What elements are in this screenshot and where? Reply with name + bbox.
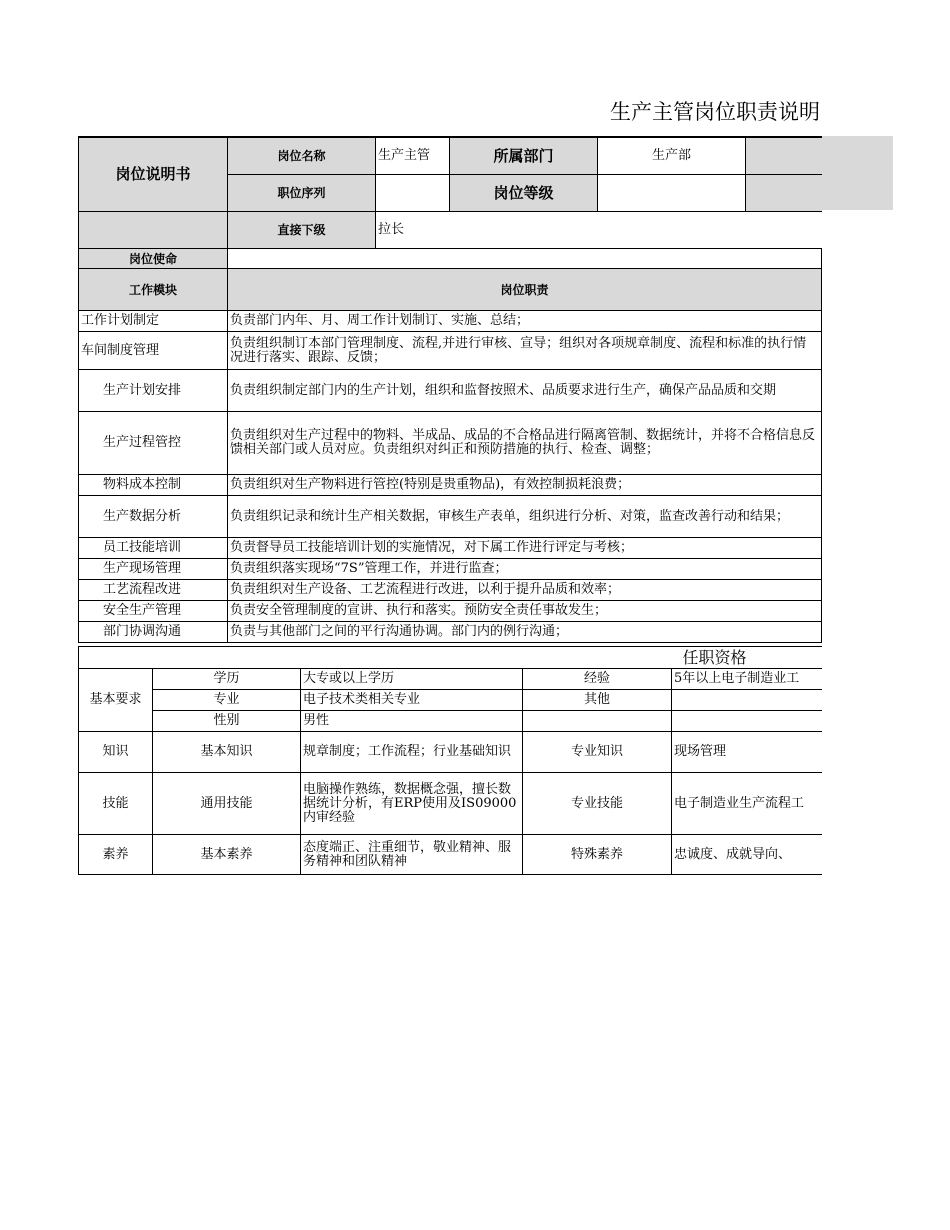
doc-label-extension [79, 211, 228, 248]
duty-text: 负责组织制定部门内的生产计划，组织和监督按照术、品质要求进行生产，确保产品品质和交期 [228, 370, 822, 412]
duty-text: 负责组织落实现场“7S”管理工作，并进行监查； [228, 559, 822, 580]
pro-knowledge-label: 专业知识 [523, 732, 672, 773]
duty-module: 部门协调沟通 [79, 622, 228, 643]
header-table [78, 136, 822, 249]
pro-skill-label: 专业技能 [523, 773, 672, 835]
basic-knowledge-label: 基本知识 [153, 732, 301, 773]
major-label: 专业 [153, 690, 301, 711]
duty-text: 负责组织制订本部门管理制度、流程,并进行审核、宣导；组织对各项规章制度、流程和标准的执行情况进行落实、跟踪、反馈； [228, 332, 822, 370]
duty-module: 安全生产管理 [79, 601, 228, 622]
basic-requirements-label: 基本要求 [79, 669, 153, 732]
department-label: 所属部门 [450, 137, 598, 174]
duties-table [78, 248, 822, 643]
qualifications-heading: 任职资格 [79, 647, 822, 669]
duty-module: 工艺流程改进 [79, 580, 228, 601]
position-name-label: 岗位名称 [228, 137, 376, 174]
module-header: 工作模块 [79, 269, 228, 311]
duty-module: 生产计划安排 [79, 370, 228, 412]
duty-text: 负责组织对生产物料进行管控(特别是贵重物品)，有效控制损耗浪费； [228, 475, 822, 496]
gender-value: 男性 [301, 711, 523, 732]
header-gray-cell [746, 174, 822, 211]
education-value: 大专或以上学历 [301, 669, 523, 690]
subordinate-label: 直接下级 [228, 211, 376, 248]
page-title: 生产主管岗位职责说明 [610, 100, 820, 124]
subordinate-value: 拉长 [376, 211, 822, 248]
duty-module: 物料成本控制 [79, 475, 228, 496]
duty-module: 生产现场管理 [79, 559, 228, 580]
duty-module: 员工技能培训 [79, 538, 228, 559]
basic-quality-label: 基本素养 [153, 835, 301, 875]
position-name-value: 生产主管 [376, 137, 450, 174]
special-quality-value: 忠诚度、成就导向、 [672, 835, 822, 875]
pro-skill-value: 电子制造业生产流程工 [672, 773, 822, 835]
duty-text: 负责安全管理制度的宣讲、执行和落实。预防安全责任事故发生； [228, 601, 822, 622]
general-skill-label: 通用技能 [153, 773, 301, 835]
level-value [598, 174, 746, 211]
duty-text: 负责组织对生产设备、工艺流程进行改进，以利于提升品质和效率； [228, 580, 822, 601]
doc-label: 岗位说明书 [79, 137, 228, 211]
major-value: 电子技术类相关专业 [301, 690, 523, 711]
qualifications-table [78, 646, 822, 875]
duty-text: 负责组织对生产过程中的物料、半成品、成品的不合格品进行隔离管制、数据统计，并将不合格信息反馈相关部门或人员对应。负责组织对纠正和预防措施的执行、检查、调整； [228, 412, 822, 475]
quality-label: 素养 [79, 835, 153, 875]
duty-text: 负责组织记录和统计生产相关数据，审核生产表单，组织进行分析、对策，监查改善行动和结果； [228, 496, 822, 538]
other-label: 其他 [523, 690, 672, 711]
pro-knowledge-value: 现场管理 [672, 732, 822, 773]
sequence-value [376, 174, 450, 211]
duty-module: 车间制度管理 [79, 332, 228, 370]
duty-text: 负责与其他部门之间的平行沟通协调。部门内的例行沟通； [228, 622, 822, 643]
header-gray-extension [820, 136, 893, 210]
skill-label: 技能 [79, 773, 153, 835]
other-value [672, 690, 822, 711]
department-value: 生产部 [598, 137, 746, 174]
duty-text: 负责部门内年、月、周工作计划制订、实施、总结； [228, 311, 822, 332]
duty-header: 岗位职责 [228, 269, 822, 311]
experience-value: 5年以上电子制造业工 [672, 669, 822, 690]
mission-label: 岗位使命 [79, 249, 228, 269]
experience-label: 经验 [523, 669, 672, 690]
empty-cell [523, 711, 672, 732]
gender-label: 性别 [153, 711, 301, 732]
duty-module: 生产过程管控 [79, 412, 228, 475]
header-gray-cell [746, 137, 822, 174]
sequence-label: 职位序列 [228, 174, 376, 211]
knowledge-label: 知识 [79, 732, 153, 773]
duty-text: 负责督导员工技能培训计划的实施情况，对下属工作进行评定与考核； [228, 538, 822, 559]
mission-value [228, 249, 822, 269]
education-label: 学历 [153, 669, 301, 690]
basic-knowledge-value: 规章制度；工作流程；行业基础知识 [301, 732, 523, 773]
general-skill-value: 电脑操作熟练，数据概念强，擅长数据统计分析，有ERP使用及IS09000内审经验 [301, 773, 523, 835]
level-label: 岗位等级 [450, 174, 598, 211]
special-quality-label: 特殊素养 [523, 835, 672, 875]
empty-cell [672, 711, 822, 732]
duty-module: 工作计划制定 [79, 311, 228, 332]
basic-quality-value: 态度端正、注重细节，敬业精神、服务精神和团队精神 [301, 835, 523, 875]
duty-module: 生产数据分析 [79, 496, 228, 538]
